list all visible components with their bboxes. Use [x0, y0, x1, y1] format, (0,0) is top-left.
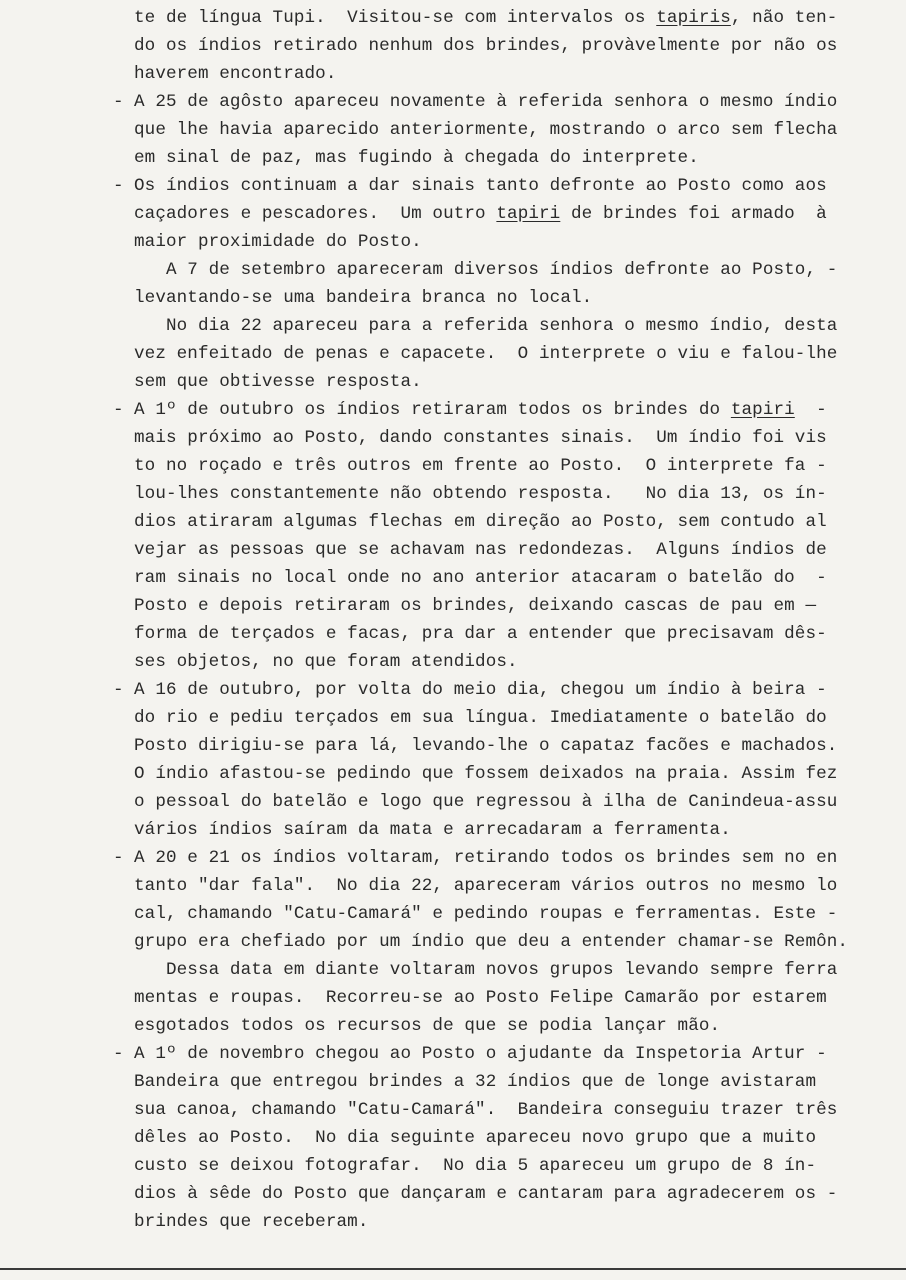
text-line	[134, 1072, 816, 1092]
text-line	[134, 316, 837, 336]
text-line	[134, 1156, 816, 1176]
underlined-term: tapiri	[496, 204, 561, 224]
text-run: A 1º de outubro os índios retiraram todos os brindes do	[134, 400, 731, 420]
text-line	[134, 960, 837, 980]
text-run: No dia 22 apareceu para a referida senhora o mesmo índio, desta	[134, 316, 838, 336]
text-run: haverem encontrado.	[134, 64, 337, 84]
text-line	[134, 1212, 368, 1232]
text-run: Os índios continuam a dar sinais tanto defronte ao Posto como aos	[134, 176, 827, 196]
text-line	[134, 708, 827, 728]
text-line	[134, 260, 837, 280]
text-line	[134, 372, 422, 392]
text-run: sua canoa, chamando "Catu-Camará". Bandeira conseguiu trazer três	[134, 1100, 838, 1120]
text-line	[134, 484, 827, 504]
text-line	[134, 624, 827, 644]
text-run: ram sinais no local onde no ano anterior atacaram o batelão do -	[134, 568, 827, 588]
text-run: dêles ao Posto. No dia seguinte apareceu novo grupo que a muito	[134, 1128, 817, 1148]
text-run: mais próximo ao Posto, dando constantes sinais. Um índio foi vis	[134, 428, 827, 448]
text-run: A 20 e 21 os índios voltaram, retirando todos os brindes sem no en	[134, 848, 838, 868]
text-line	[134, 204, 827, 224]
text-run: -	[794, 400, 827, 420]
text-run: vários índios saíram da mata e arrecadaram a ferramenta.	[134, 820, 731, 840]
text-line	[134, 568, 827, 588]
text-run: do os índios retirado nenhum dos brindes, provàvelmente por não os	[134, 36, 838, 56]
text-run: Posto dirigiu-se para lá, levando-lhe o capataz facões e machados.	[134, 736, 838, 756]
text-line	[134, 456, 827, 476]
text-run: te de língua Tupi. Visitou-se com intervalos os	[134, 8, 657, 28]
text-line	[134, 64, 337, 84]
text-line	[134, 988, 827, 1008]
text-run: A 25 de agôsto apareceu novamente à referida senhora o mesmo índio	[134, 92, 838, 112]
text-line	[134, 820, 731, 840]
text-run: sem que obtivesse resposta.	[134, 372, 422, 392]
text-run: O índio afastou-se pedindo que fossem deixados na praia. Assim fez	[134, 764, 838, 784]
text-run: , não ten-	[730, 8, 838, 28]
list-dash: -	[113, 848, 124, 868]
text-run: em sinal de paz, mas fugindo à chegada do interprete.	[134, 148, 699, 168]
text-line	[134, 288, 592, 308]
text-line	[134, 596, 816, 616]
list-dash: -	[113, 176, 124, 196]
text-line	[134, 176, 827, 196]
text-line	[134, 764, 837, 784]
text-run: ses objetos, no que foram atendidos.	[134, 652, 518, 672]
text-run: mentas e roupas. Recorreu-se ao Posto Felipe Camarão por estarem	[134, 988, 827, 1008]
text-run: Posto e depois retiraram os brindes, deixando cascas de pau em —	[134, 596, 817, 616]
text-line	[134, 232, 422, 252]
text-run: caçadores e pescadores. Um outro	[134, 204, 497, 224]
text-line	[134, 428, 827, 448]
text-run: de brindes foi armado à	[560, 204, 827, 224]
text-line	[134, 848, 837, 868]
text-run: o pessoal do batelão e logo que regressou à ilha de Canindeua-assu	[134, 792, 838, 812]
text-run: A 7 de setembro apareceram diversos índios defronte ao Posto, -	[134, 260, 838, 280]
text-line	[134, 8, 837, 28]
text-line	[134, 36, 837, 56]
text-run: to no roçado e três outros em frente ao Posto. O interprete fa -	[134, 456, 827, 476]
text-line	[134, 344, 837, 364]
text-run: vez enfeitado de penas e capacete. O interprete o viu e falou-lhe	[134, 344, 838, 364]
text-run: grupo era chefiado por um índio que deu a entender chamar-se Remôn.	[134, 932, 849, 952]
text-run: levantando-se uma bandeira branca no local.	[134, 288, 593, 308]
text-line	[134, 680, 827, 700]
text-run: tanto "dar fala". No dia 22, apareceram vários outros no mesmo lo	[134, 876, 838, 896]
text-run: esgotados todos os recursos de que se podia lançar mão.	[134, 1016, 721, 1036]
text-run: Bandeira que entregou brindes a 32 índios que de longe avistaram	[134, 1072, 817, 1092]
text-line	[134, 1100, 837, 1120]
text-run: dios atiraram algumas flechas em direção ao Posto, sem contudo al	[134, 512, 827, 532]
text-line	[134, 1044, 827, 1064]
text-line	[134, 1184, 837, 1204]
text-run: custo se deixou fotografar. No dia 5 apareceu um grupo de 8 ín-	[134, 1156, 817, 1176]
text-run: do rio e pediu terçados em sua língua. Imediatamente o batelão do	[134, 708, 827, 728]
text-line	[134, 120, 837, 140]
text-run: vejar as pessoas que se achavam nas redondezas. Alguns índios de	[134, 540, 827, 560]
text-run: cal, chamando "Catu-Camará" e pedindo roupas e ferramentas. Este -	[134, 904, 838, 924]
list-dash: -	[113, 1044, 124, 1064]
list-dash: -	[113, 400, 124, 420]
text-line	[134, 92, 837, 112]
text-line	[134, 792, 837, 812]
text-line	[134, 512, 827, 532]
list-dash: -	[113, 92, 124, 112]
text-run: A 1º de novembro chegou ao Posto o ajudante da Inspetoria Artur -	[134, 1044, 827, 1064]
page-bottom-edge	[0, 1268, 906, 1270]
text-line	[134, 1016, 720, 1036]
text-run: lou-lhes constantemente não obtendo resposta. No dia 13, os ín-	[134, 484, 827, 504]
underlined-term: tapiris	[656, 8, 731, 28]
text-run: forma de terçados e facas, pra dar a entender que precisavam dês-	[134, 624, 827, 644]
list-dash: -	[113, 680, 124, 700]
text-line	[134, 400, 827, 420]
text-run: A 16 de outubro, por volta do meio dia, chegou um índio à beira -	[134, 680, 827, 700]
text-line	[134, 652, 518, 672]
text-line	[134, 904, 837, 924]
text-line	[134, 932, 848, 952]
text-line	[134, 736, 837, 756]
text-run: que lhe havia aparecido anteriormente, mostrando o arco sem flecha	[134, 120, 838, 140]
text-line	[134, 540, 827, 560]
text-line	[134, 1128, 816, 1148]
text-run: dios à sêde do Posto que dançaram e cantaram para agradecerem os -	[134, 1184, 838, 1204]
text-run: maior proximidade do Posto.	[134, 232, 422, 252]
text-run: brindes que receberam.	[134, 1212, 369, 1232]
text-line	[134, 148, 699, 168]
text-run: Dessa data em diante voltaram novos grupos levando sempre ferra	[134, 960, 838, 980]
text-line	[134, 876, 837, 896]
underlined-term: tapiri	[730, 400, 795, 420]
